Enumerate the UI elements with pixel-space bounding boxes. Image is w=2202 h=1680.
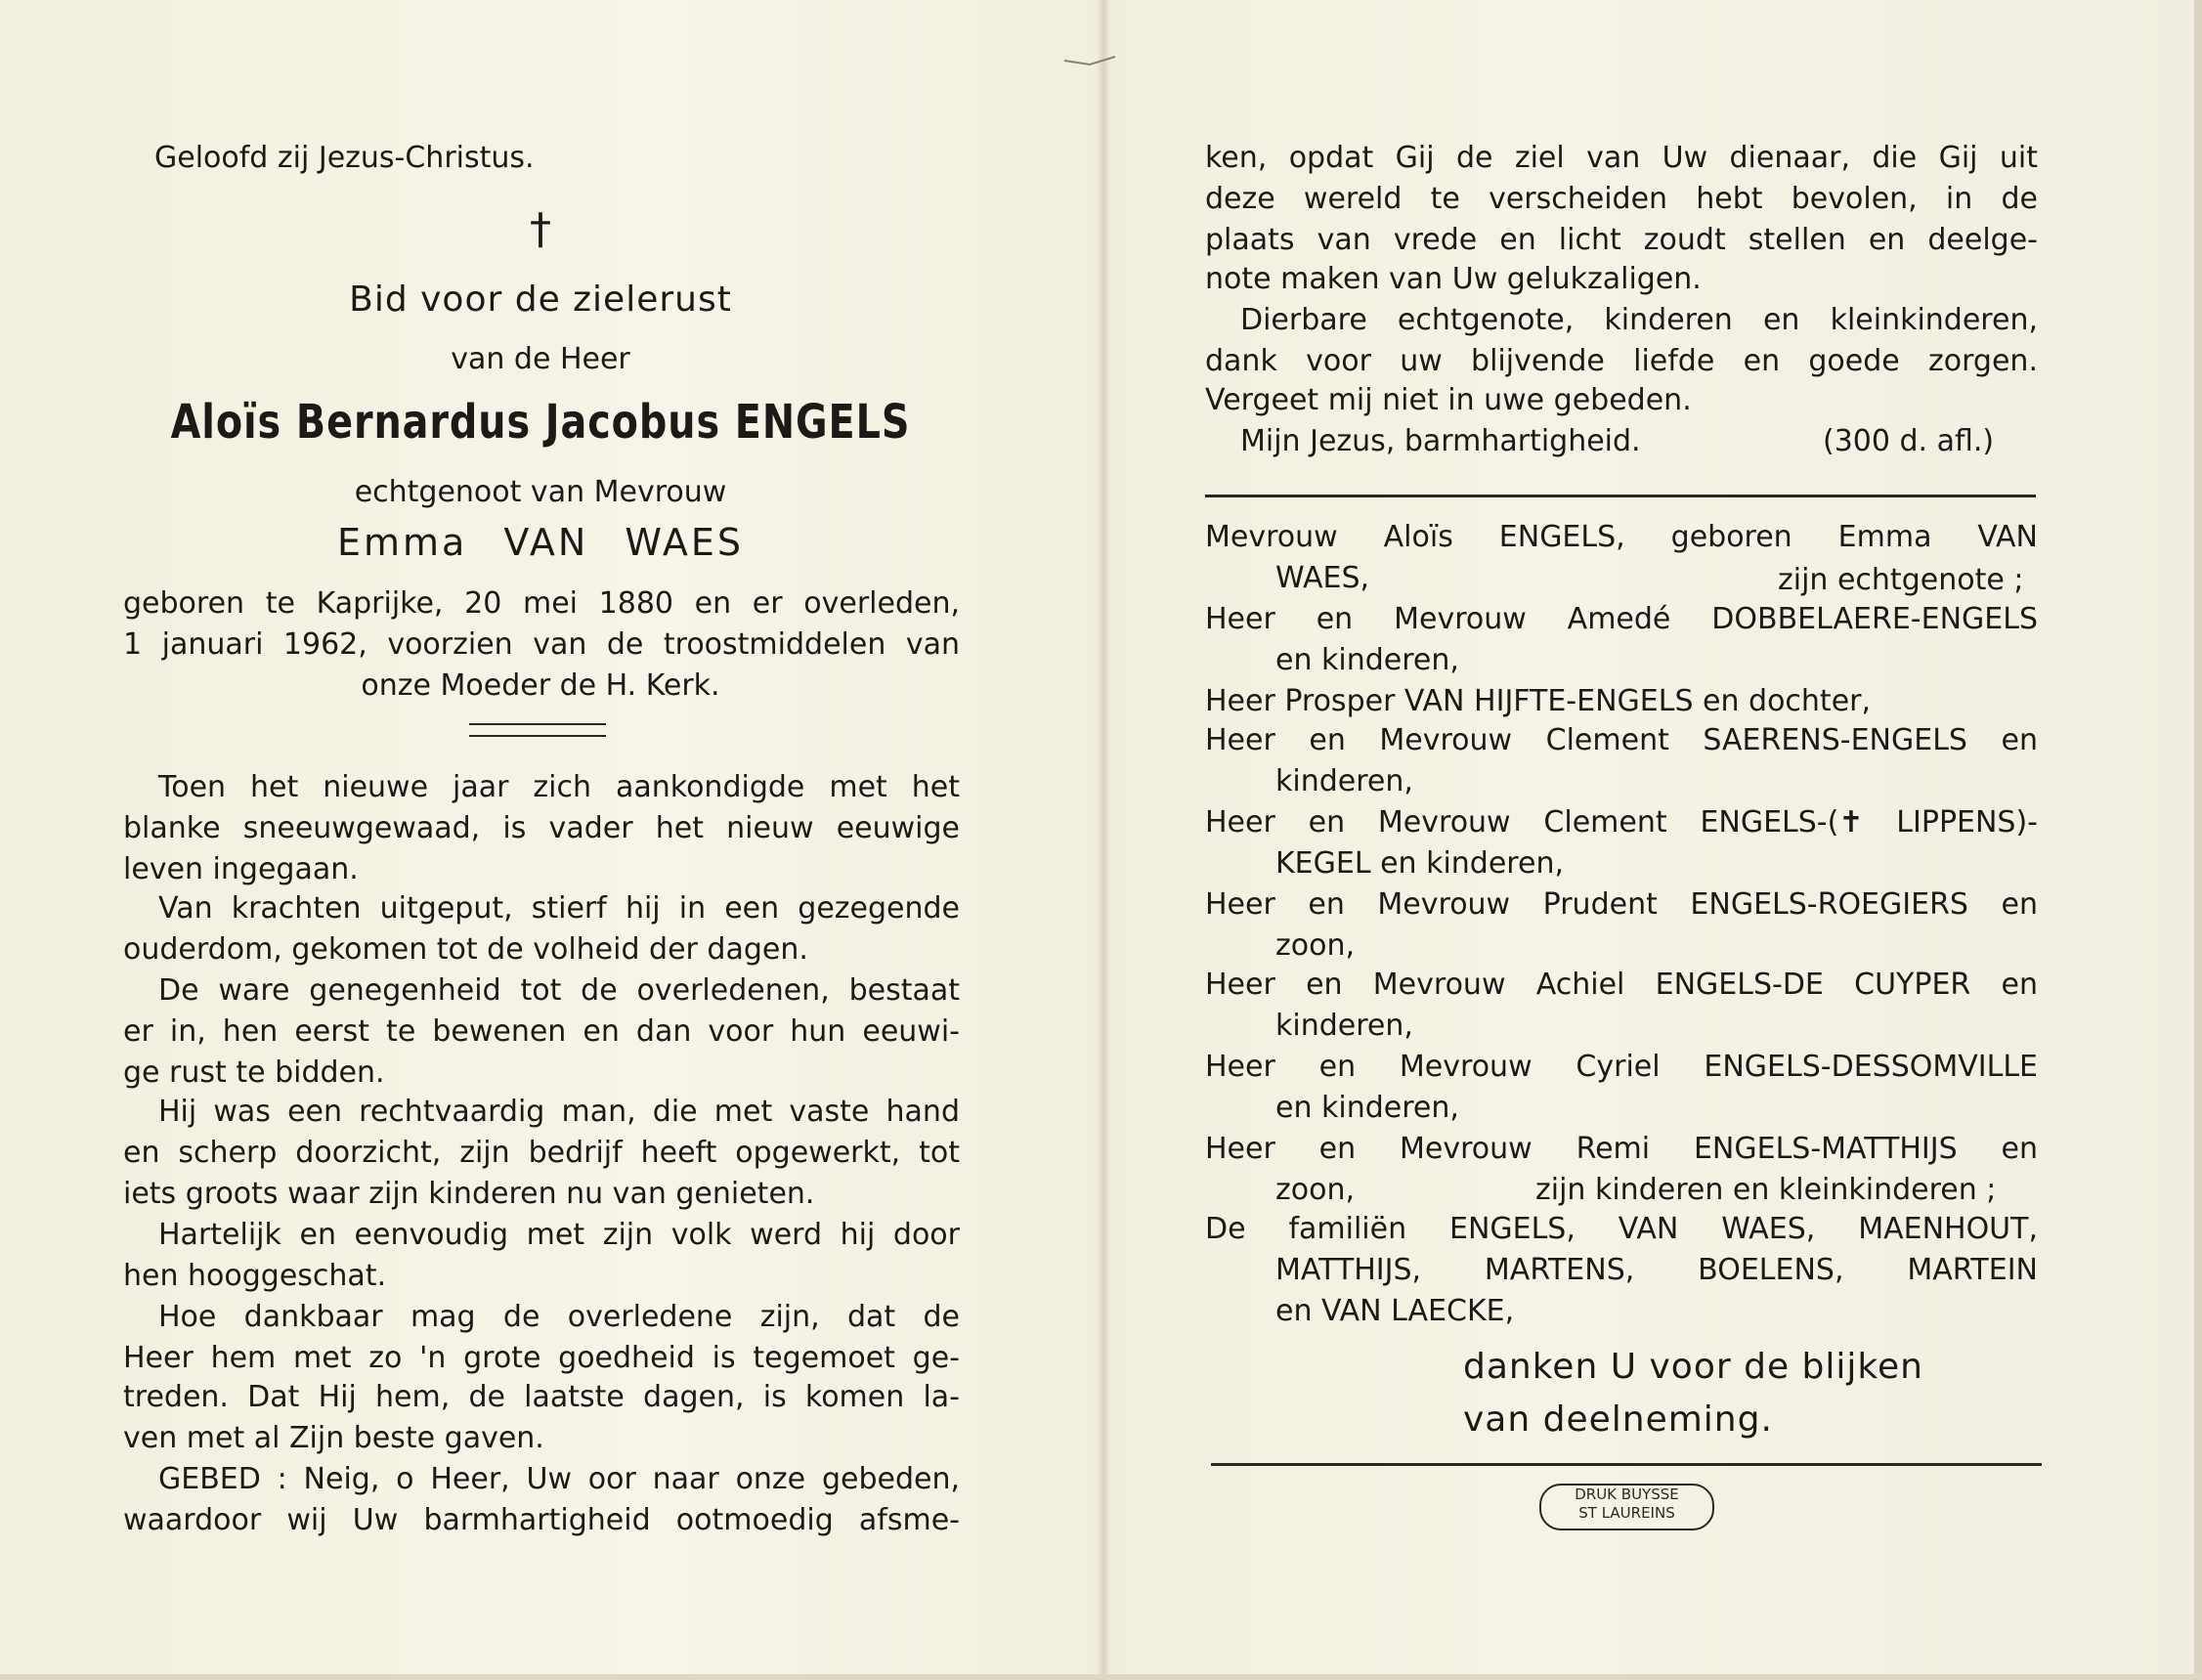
family-line: zijn kinderen en kleinkinderen ; xyxy=(1535,1173,1997,1207)
family-line: Heer en Mevrouw Clement ENGELS-(✝ LIPPENS)- xyxy=(1205,805,2038,840)
family-line: Heer en Mevrouw Clement SAERENS-ENGELS en xyxy=(1205,723,2038,757)
center-fold xyxy=(1097,0,1110,1680)
family-line: Heer Prosper VAN HIJFTE-ENGELS en dochter, xyxy=(1205,684,1872,718)
divider-bottom xyxy=(469,735,606,737)
divider-top xyxy=(469,723,606,725)
family-line: en kinderen, xyxy=(1275,1091,1459,1125)
body-line: ge rust te bidden. xyxy=(123,1055,385,1090)
prayer-line: Bid voor de zielerust xyxy=(349,280,732,320)
family-line: De familiën ENGELS, VAN WAES, MAENHOUT, xyxy=(1205,1212,2038,1246)
family-line: en VAN LAECKE, xyxy=(1275,1294,1515,1328)
family-line: zoon, xyxy=(1275,928,1356,963)
thanks-line: van deelneming. xyxy=(1463,1400,1773,1440)
family-line: KEGEL en kinderen, xyxy=(1275,846,1564,881)
right-edge xyxy=(2194,0,2202,1680)
body-line: Heer hem met zo 'n grote goedheid is tegemoet ge- xyxy=(123,1341,960,1375)
body-line: Van krachten uitgeput, stierf hij in een gezegende xyxy=(158,891,960,926)
prayer-line: deze wereld te verscheiden hebt bevolen, in de xyxy=(1205,182,2038,216)
family-line: Mevrouw Aloïs ENGELS, geboren Emma VAN xyxy=(1205,520,2038,554)
printer-name: DRUK BUYSSE xyxy=(1575,1486,1679,1503)
birth-line: onze Moeder de H. Kerk. xyxy=(361,668,720,703)
cross-icon: † xyxy=(530,204,551,254)
divider-bottom xyxy=(1211,1463,2042,1466)
prayer-line: Dierbare echtgenote, kinderen en kleinkinderen, xyxy=(1240,303,2038,337)
family-line: Heer en Mevrouw Remi ENGELS-MATTHIJS en xyxy=(1205,1132,2038,1166)
body-line: iets groots waar zijn kinderen nu van genieten. xyxy=(123,1177,815,1211)
birth-line: geboren te Kaprijke, 20 mei 1880 en er overleden, xyxy=(123,586,960,621)
body-line: GEBED : Neig, o Heer, Uw oor naar onze gebeden, xyxy=(158,1462,960,1496)
family-line: zoon, xyxy=(1275,1173,1356,1207)
spouse-intro: echtgenoot van Mevrouw xyxy=(354,475,727,509)
prayer-line: dank voor uw blijvende liefde en goede zorgen. xyxy=(1205,344,2038,378)
body-line: ven met al Zijn beste gaven. xyxy=(123,1421,544,1455)
prayer-line: ken, opdat Gij de ziel van Uw dienaar, die Gij uit xyxy=(1205,141,2038,175)
body-line: Hij was een rechtvaardig man, die met vaste hand xyxy=(158,1095,960,1129)
body-line: en scherp doorzicht, zijn bedrijf heeft opgewerkt, tot xyxy=(123,1136,960,1170)
bottom-edge xyxy=(0,1674,2202,1680)
spouse-name: Emma VAN WAES xyxy=(336,521,745,564)
family-line: kinderen, xyxy=(1275,1009,1413,1043)
body-line: De ware genegenheid tot de overledenen, bestaat xyxy=(158,973,960,1008)
prayer-line: Vergeet mij niet in uwe gebeden. xyxy=(1205,383,1692,417)
body-line: Hartelijk en eenvoudig met zijn volk werd hij door xyxy=(158,1218,960,1252)
body-line: Hoe dankbaar mag de overledene zijn, dat de xyxy=(158,1300,960,1334)
indulgence-note: (300 d. afl.) xyxy=(1823,424,1995,458)
printer-stamp xyxy=(1539,1484,1714,1530)
body-line: er in, hen eerst te bewenen en dan voor hun eeuwi- xyxy=(123,1014,960,1049)
body-line: waardoor wij Uw barmhartigheid ootmoedig afsme- xyxy=(123,1503,960,1537)
title-line: van de Heer xyxy=(451,342,630,376)
thanks-line: danken U voor de blijken xyxy=(1463,1347,1923,1387)
printer-place: ST LAUREINS xyxy=(1578,1504,1675,1522)
divider-top xyxy=(1205,495,2036,497)
family-line: en kinderen, xyxy=(1275,643,1459,677)
family-line: Heer en Mevrouw Prudent ENGELS-ROEGIERS en xyxy=(1205,887,2038,922)
fold-tear-mark xyxy=(1060,39,1119,78)
body-line: leven ingegaan. xyxy=(123,852,359,886)
family-line: WAES, xyxy=(1275,561,1370,595)
body-line: treden. Dat Hij hem, de laatste dagen, is komen la- xyxy=(123,1380,960,1414)
body-line: blanke sneeuwgewaad, is vader het nieuw eeuwige xyxy=(123,811,960,845)
body-line: ouderdom, gekomen tot de volheid der dagen. xyxy=(123,932,808,967)
family-line: Heer en Mevrouw Cyriel ENGELS-DESSOMVILLE xyxy=(1205,1050,2038,1084)
deceased-name: Aloïs Bernardus Jacobus ENGELS xyxy=(170,395,911,450)
family-line: Heer en Mevrouw Achiel ENGELS-DE CUYPER en xyxy=(1205,968,2038,1002)
prayer-line: plaats van vrede en licht zoudt stellen en deelge- xyxy=(1205,223,2038,257)
family-line: zijn echtgenote ; xyxy=(1778,563,2024,597)
header-text: Geloofd zij Jezus-Christus. xyxy=(154,141,535,175)
birth-line: 1 januari 1962, voorzien van de troostmiddelen van xyxy=(123,627,960,662)
body-line: hen hooggeschat. xyxy=(123,1259,387,1293)
family-line: MATTHIJS, MARTENS, BOELENS, MARTEIN xyxy=(1275,1253,2038,1287)
family-line: Heer en Mevrouw Amedé DOBBELAERE-ENGELS xyxy=(1205,602,2038,636)
family-line: kinderen, xyxy=(1275,764,1413,798)
prayer-line: note maken van Uw gelukzaligen. xyxy=(1205,262,1702,296)
indulgence-text: Mijn Jezus, barmhartigheid. xyxy=(1240,424,1641,458)
body-line: Toen het nieuwe jaar zich aankondigde met het xyxy=(158,770,960,804)
